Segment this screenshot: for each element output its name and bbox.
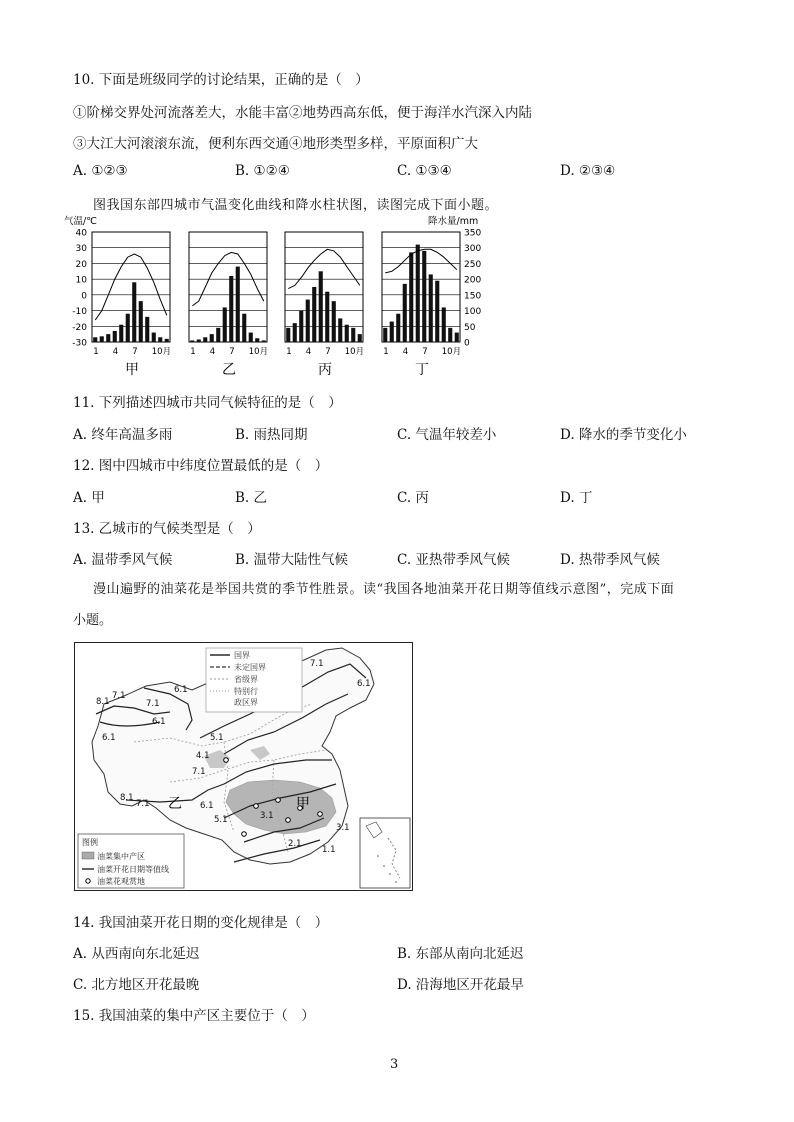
isoline-label: 5.1 [214, 815, 228, 825]
precip-bar [351, 328, 355, 342]
q10-option-b[interactable]: B. ①②④ [235, 163, 290, 179]
precip-bar [145, 317, 149, 342]
month-tick-label: 4 [209, 347, 216, 357]
month-tick-label: 1 [93, 347, 99, 357]
q12-option-a[interactable]: A. 甲 [73, 490, 105, 506]
month-tick-label: 4 [305, 347, 312, 357]
precip-bar [358, 334, 362, 342]
month-tick-label: 10月 [151, 347, 172, 357]
precip-bar [236, 267, 240, 342]
month-tick-label: 10月 [441, 347, 462, 357]
precip-bar [319, 271, 323, 342]
q15-stem: 15. 我国油菜的集中产区主要位于（ ） [73, 1008, 315, 1024]
precip-bar [455, 333, 459, 342]
precip-bar [119, 325, 123, 342]
q12-option-b[interactable]: B. 乙 [235, 490, 268, 506]
isoline-label: 7.1 [310, 659, 324, 669]
precip-bar [229, 276, 233, 342]
isoline-label: 6.1 [200, 801, 214, 811]
precip-bar [255, 338, 259, 342]
month-tick-label: 10月 [344, 347, 365, 357]
isoline-label: 7.1 [146, 699, 160, 709]
y-axis-left-label: 气温/℃ [64, 216, 97, 227]
y-axis-right-label: 降水量/mm [428, 216, 479, 227]
climate-charts [62, 212, 502, 382]
legend-undetermined-border: 未定国界 [234, 663, 266, 672]
city-label-yi: 乙 [168, 796, 182, 812]
precip-bar [325, 292, 329, 342]
q11-option-b[interactable]: B. 雨热同期 [235, 427, 308, 443]
isoline-label: 7.1 [112, 691, 126, 701]
q10-option-c[interactable]: C. ①③④ [397, 163, 452, 179]
rapeseed-flowering-map [74, 642, 414, 892]
precip-tick-label: 300 [464, 244, 482, 255]
page-number: 3 [390, 1057, 399, 1072]
rapeseed-map-intro-line1: 漫山遍野的油菜花是举国共赏的季节性胜景。读“我国各地油菜开花日期等值线示意图”，完成下面 [93, 582, 675, 597]
month-tick-label: 7 [132, 347, 138, 357]
precip-bar [249, 333, 253, 342]
precip-bar [242, 314, 246, 342]
isoline-label: 8.1 [96, 697, 110, 707]
q10-option-d[interactable]: D. ②③④ [560, 163, 616, 179]
legend-sar-border: 特别行 [234, 687, 258, 696]
legend-production-area: 油菜集中产区 [97, 852, 145, 861]
isoline-label: 6.1 [152, 717, 166, 727]
climate-panel-frame [189, 232, 267, 342]
month-tick-label: 1 [383, 347, 389, 357]
precip-tick-label: 350 [464, 228, 482, 239]
precip-bar [100, 336, 104, 342]
precip-bar [390, 322, 394, 342]
precip-bar [312, 287, 316, 342]
temp-tick-label: 30 [75, 244, 87, 255]
precip-tick-label: 100 [464, 307, 482, 318]
precip-bar [262, 340, 266, 342]
legend-viewing-spot: 油菜花观赏地 [97, 877, 145, 886]
isoline-label: 2.1 [288, 839, 302, 849]
month-tick-label: 4 [402, 347, 409, 357]
city-label-jia: 甲 [296, 796, 310, 812]
temp-tick-label: 20 [75, 259, 87, 270]
city-label: 丙 [318, 362, 332, 378]
precip-bar [158, 337, 162, 342]
precip-bar [165, 339, 169, 342]
precip-tick-label: 250 [464, 259, 482, 270]
precip-bar [299, 311, 303, 342]
isoline-label: 6.1 [174, 685, 188, 695]
precip-bar [429, 274, 433, 342]
temp-tick-label: -20 [72, 322, 87, 333]
precip-bar [345, 325, 349, 342]
precip-bar [132, 282, 136, 342]
precip-bar [332, 301, 336, 342]
isoline-label: 6.1 [102, 733, 116, 743]
legend-title: 图例 [82, 838, 98, 847]
precip-tick-label: 200 [464, 275, 482, 286]
isoline-label: 6.1 [357, 679, 371, 689]
precip-bar [210, 334, 214, 342]
isoline-label: 8.1 [120, 793, 134, 803]
q14-stem: 14. 我国油菜开花日期的变化规律是（ ） [73, 915, 329, 931]
climate-chart-intro: 图我国东部四城市气温变化曲线和降水柱状图，读图完成下面小题。 [93, 198, 499, 213]
q11-stem: 11. 下列描述四城市共同气候特征的是（ ） [73, 395, 342, 411]
precip-bar [223, 307, 227, 342]
month-tick-label: 4 [112, 347, 119, 357]
temp-tick-label: 0 [81, 291, 87, 302]
month-tick-label: 1 [286, 347, 292, 357]
climate-panel-frame [92, 232, 170, 342]
legend-isoline: 油菜开花日期等值线 [97, 865, 169, 874]
month-tick-label: 1 [190, 347, 196, 357]
city-label: 丁 [415, 362, 429, 378]
precip-bar [113, 331, 117, 342]
q10-statement-line1: ①阶梯交界处河流落差大，水能丰富②地势西高东低，便于海洋水汽深入内陆 [73, 105, 532, 121]
city-label: 甲 [125, 362, 139, 378]
isoline-label: 4.1 [196, 751, 210, 761]
q14-option-c[interactable]: C. 北方地区开花最晚 [73, 977, 200, 993]
precip-bar [383, 328, 387, 342]
precip-tick-label: 0 [464, 338, 470, 349]
city-label: 乙 [222, 362, 236, 378]
precip-bar [403, 284, 407, 342]
q12-option-c[interactable]: C. 丙 [397, 490, 429, 506]
precip-bar [286, 328, 290, 342]
legend-sar-border-line2: 政区界 [234, 698, 258, 707]
precip-bar [216, 328, 220, 342]
precip-bar [442, 307, 446, 342]
precip-bar [106, 334, 110, 342]
q10-statement-line2: ③大江大河滚滚东流，便利东西交通④地形类型多样，平原面积广大 [73, 136, 478, 152]
precip-bar [293, 323, 297, 342]
precip-bar [338, 318, 342, 342]
month-tick-label: 7 [229, 347, 235, 357]
rapeseed-map-intro-line2: 小题。 [73, 613, 113, 628]
isoline-label: 3.1 [336, 823, 350, 833]
legend-national-border: 国界 [234, 651, 250, 660]
precip-bar [448, 328, 452, 342]
precip-bar [190, 340, 194, 342]
temp-tick-label: -30 [72, 338, 87, 349]
isoline-label: 7.1 [136, 799, 150, 809]
q13-option-a[interactable]: A. 温带季风气候 [73, 552, 173, 568]
temp-tick-label: -10 [72, 307, 87, 318]
isoline-label: 5.1 [210, 733, 224, 743]
precip-tick-label: 50 [464, 322, 476, 333]
q10-stem: 10. 下面是班级同学的讨论结果，正确的是（ ） [73, 72, 369, 88]
precip-bar [435, 281, 439, 342]
precip-bar [93, 337, 97, 342]
q14-option-b[interactable]: B. 东部从南向北延迟 [397, 946, 524, 962]
precip-bar [139, 301, 143, 342]
legend-provincial-border: 省级界 [234, 675, 258, 684]
q13-option-b[interactable]: B. 温带大陆性气候 [235, 552, 349, 568]
q13-option-d[interactable]: D. 热带季风气候 [560, 552, 660, 568]
precip-tick-label: 150 [464, 291, 482, 302]
precip-bar [203, 337, 207, 342]
precip-bar [416, 245, 420, 342]
precip-bar [197, 339, 201, 342]
q11-option-a[interactable]: A. 终年高温多雨 [73, 427, 173, 443]
month-tick-label: 10月 [248, 347, 269, 357]
isoline-label: 1.1 [322, 845, 336, 855]
q11-option-c[interactable]: C. 气温年较差小 [397, 427, 497, 443]
month-tick-label: 7 [325, 347, 331, 357]
temp-tick-label: 40 [75, 228, 87, 239]
q12-option-d[interactable]: D. 丁 [560, 490, 593, 506]
q13-option-c[interactable]: C. 亚热带季风气候 [397, 552, 510, 568]
q10-option-a[interactable]: A. ①②③ [73, 163, 128, 179]
precip-bar [409, 252, 413, 342]
precip-bar [306, 300, 310, 342]
isoline-label: 7.1 [192, 767, 206, 777]
q13-stem: 13. 乙城市的气候类型是（ ） [73, 521, 261, 537]
q14-option-d[interactable]: D. 沿海地区开花最早 [397, 977, 524, 993]
precip-bar [422, 251, 426, 342]
month-tick-label: 7 [422, 347, 428, 357]
temp-tick-label: 10 [75, 275, 87, 286]
precip-bar [126, 314, 130, 342]
precip-bar [152, 333, 156, 342]
q12-stem: 12. 图中四城市中纬度位置最低的是（ ） [73, 458, 329, 474]
q11-option-d[interactable]: D. 降水的季节变化小 [560, 427, 687, 443]
precip-bar [396, 314, 400, 342]
isoline-label: 3.1 [260, 811, 274, 821]
q14-option-a[interactable]: A. 从西南向东北延迟 [73, 946, 200, 962]
